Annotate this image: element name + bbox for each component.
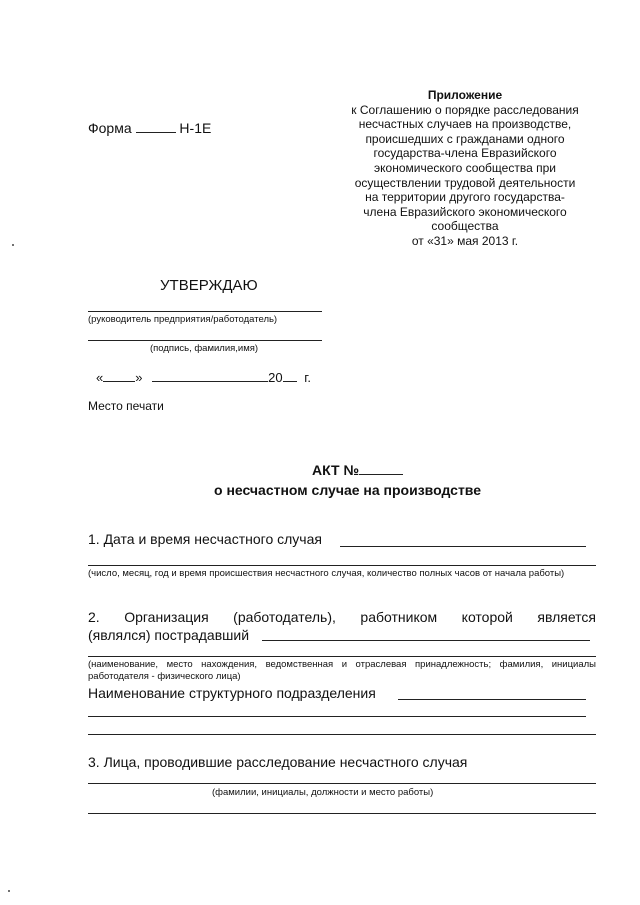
act-number-blank[interactable] xyxy=(359,474,403,475)
scan-speck xyxy=(12,244,14,246)
subdivision-field[interactable] xyxy=(398,699,586,700)
subdivision-line-3[interactable] xyxy=(88,734,596,735)
month-blank[interactable] xyxy=(152,381,268,382)
appendix-line: к Соглашению о порядке расследования xyxy=(351,102,579,117)
seal-place: Место печати xyxy=(88,399,164,413)
s3-field-line-2[interactable] xyxy=(88,813,596,814)
appendix-line: экономического сообщества при xyxy=(374,160,556,175)
subdivision-line-2[interactable] xyxy=(88,716,586,717)
date-quote-open: « xyxy=(96,370,104,385)
day-blank[interactable] xyxy=(103,381,135,382)
year-blank[interactable] xyxy=(283,381,297,382)
form-code xyxy=(88,120,211,136)
s2-victim-field[interactable] xyxy=(262,640,590,641)
head-caption: (руководитель предприятия/работодатель) xyxy=(88,314,278,325)
s2-label-line1: 2. Организация (работодатель), работником которой является xyxy=(88,609,596,625)
head-signature-line[interactable] xyxy=(88,311,322,312)
appendix-date: от «31» мая 2013 г. xyxy=(411,233,519,248)
act-title-row xyxy=(312,462,403,478)
year-prefix: 20 xyxy=(268,370,283,385)
s1-caption: (число, месяц, год и время происшествия несчастного случая, количество полных часов от начала работы) xyxy=(88,568,565,579)
s1-label: 1. Дата и время несчастного случая xyxy=(88,531,322,547)
s2-label-line2: (являлся) пострадавший xyxy=(88,627,250,643)
s3-label: 3. Лица, проводившие расследование несчастного случая xyxy=(88,754,468,770)
scan-speck xyxy=(8,890,10,892)
appendix-title: Приложение xyxy=(427,88,503,102)
form-prefix: Форма xyxy=(88,120,132,136)
appendix-line: сообщества xyxy=(431,219,499,234)
appendix-line: члена Евразийского экономического xyxy=(363,204,567,219)
s2-label xyxy=(88,608,596,644)
s1-date-field[interactable] xyxy=(340,546,586,547)
form-code-value: Н-1Е xyxy=(179,120,212,136)
subdivision-label: Наименование структурного подразделения xyxy=(88,685,376,701)
approval-date xyxy=(96,370,311,385)
appendix-line: на территории другого государства- xyxy=(365,190,565,205)
appendix-line: происшедших с гражданами одного xyxy=(365,131,565,146)
sign-caption: (подпись, фамилия,имя) xyxy=(150,343,259,354)
s2-caption: (наименование, место нахождения, ведомственная и отраслевая принадлежность; фамилия, инициалы работодателя - физического лица) xyxy=(88,659,596,682)
appendix-line: государства-члена Евразийского xyxy=(373,146,557,161)
s3-field-line[interactable] xyxy=(88,783,596,784)
s1-field-line[interactable] xyxy=(88,565,596,566)
appendix-line: осуществлении трудовой деятельности xyxy=(354,175,576,190)
approve-title: УТВЕРЖДАЮ xyxy=(160,277,258,294)
year-suffix: г. xyxy=(304,370,311,385)
date-quote-close: » xyxy=(135,370,143,385)
form-number-blank[interactable] xyxy=(136,132,176,133)
appendix-block xyxy=(330,88,600,249)
sign-line[interactable] xyxy=(88,340,322,341)
s2-org-field[interactable] xyxy=(88,656,596,657)
appendix-line: несчастных случаев на производстве, xyxy=(358,117,572,132)
s3-caption: (фамилии, инициалы, должности и место работы) xyxy=(212,787,434,798)
act-subtitle: о несчастном случае на производстве xyxy=(214,482,482,498)
act-title: АКТ № xyxy=(312,462,360,478)
